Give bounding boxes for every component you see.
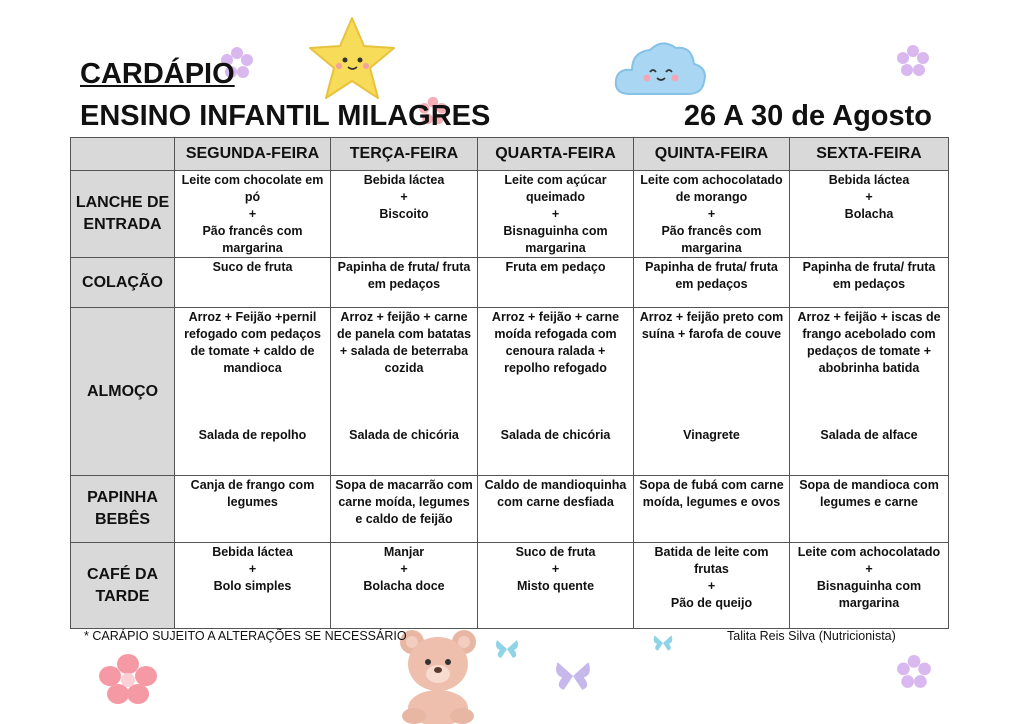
butterfly-icon — [552, 656, 594, 696]
meal-name — [71, 476, 175, 543]
menu-item-line: margarina — [838, 596, 900, 610]
day-header: SEGUNDA-FEIRA — [175, 138, 331, 171]
menu-cell — [634, 171, 790, 258]
page-title: CARDÁPIO — [80, 58, 235, 90]
menu-item-line: Manjar — [383, 545, 425, 559]
menu-item-line: de morango — [675, 190, 748, 204]
menu-item-line: repolho refogado — [504, 361, 607, 375]
corner-cell — [71, 138, 175, 171]
flower-icon — [98, 652, 158, 704]
menu-cell — [331, 476, 478, 543]
menu-item-line: Leite com açúcar — [504, 173, 607, 187]
menu-item-line: Pão francês com — [202, 224, 303, 238]
menu-cell — [634, 543, 790, 629]
meal-name-line: ENTRADA — [83, 216, 162, 233]
menu-item-line: Bisnaguinha com — [503, 224, 608, 238]
menu-item-line: refogado com pedaços — [184, 327, 321, 341]
menu-item-line: + — [865, 562, 873, 576]
menu-cell — [478, 543, 634, 629]
menu-item-line: + — [707, 579, 716, 593]
menu-item-line: Papinha de fruta/ fruta — [645, 260, 778, 274]
menu-cell — [790, 308, 949, 476]
menu-cell — [175, 171, 331, 258]
menu-item-line: Sopa de mandioca com — [799, 478, 939, 492]
menu-item-line: Bebida láctea — [363, 173, 445, 187]
menu-item-line: Bisnaguinha com — [816, 579, 922, 593]
menu-cell — [331, 171, 478, 258]
menu-item-line: de panela com batatas — [336, 327, 472, 341]
meal-name — [71, 308, 175, 476]
menu-cell — [175, 476, 331, 543]
menu-cell — [175, 258, 331, 308]
flower-icon — [896, 654, 932, 690]
menu-item-line: Canja de frango com — [190, 478, 315, 492]
menu-item-line: pedaços de tomate + — [807, 344, 931, 358]
meal-name — [71, 258, 175, 308]
menu-item-line: margarina — [525, 241, 586, 255]
menu-item-line: Arroz + feijão + carne — [340, 310, 468, 324]
menu-item-line: frutas — [694, 562, 729, 576]
flower-icon — [896, 44, 930, 78]
menu-item-line: Sopa de macarrão com — [335, 478, 473, 492]
footer-note: * CARÁPIO SUJEITO A ALTERAÇÕES SE NECESSÁRIO — [84, 629, 407, 643]
menu-item-line: + — [707, 207, 716, 221]
menu-item-line: Papinha de fruta/ fruta — [337, 260, 471, 274]
menu-cell — [634, 308, 790, 476]
menu-item-line: Arroz + feijão + carne — [491, 310, 620, 324]
meal-row — [71, 171, 949, 258]
menu-item-line: Bebida láctea — [828, 173, 910, 187]
butterfly-icon — [494, 636, 520, 662]
menu-cell — [790, 258, 949, 308]
star-icon — [306, 14, 398, 104]
meal-name-line: PAPINHA — [87, 489, 158, 506]
menu-item-line: Misto quente — [516, 579, 595, 593]
salad-item: Vinagrete — [683, 428, 740, 442]
menu-item-line: Pão de queijo — [670, 596, 753, 610]
meal-name-line: LANCHE DE — [75, 194, 170, 211]
menu-item-line: moída, legumes e ovos — [642, 495, 781, 509]
menu-item-line: + — [400, 562, 408, 576]
menu-item-line: Leite com achocolatado — [797, 545, 941, 559]
menu-cell — [478, 308, 634, 476]
menu-item-line: legumes — [227, 495, 278, 509]
menu-cell — [790, 543, 949, 629]
menu-cell — [634, 476, 790, 543]
menu-cell — [331, 308, 478, 476]
menu-cell — [478, 476, 634, 543]
menu-item-line: pó — [244, 190, 261, 204]
salad-item: Salada de chicória — [349, 428, 459, 442]
menu-item-line: Bolacha — [844, 207, 894, 221]
menu-cell — [331, 543, 478, 629]
menu-item-line: abobrinha batida — [818, 361, 920, 375]
menu-item-line: em pedaços — [832, 277, 906, 291]
meal-name-line: TARDE — [95, 587, 150, 605]
salad-item: Salada de repolho — [198, 428, 307, 442]
menu-item-line: Suco de fruta — [515, 545, 596, 559]
menu-item-line: com carne desfiada — [497, 495, 614, 509]
menu-cell — [634, 258, 790, 308]
meal-row — [71, 476, 949, 543]
menu-item-line: + salada de beterraba — [339, 344, 469, 358]
menu-item-line: + — [551, 562, 560, 576]
menu-cell — [175, 543, 331, 629]
menu-item-line: Pão francês com — [661, 224, 762, 238]
menu-item-line: e caldo de feijão — [355, 512, 453, 526]
menu-item-line: de tomate + caldo de — [190, 344, 315, 358]
day-header-row — [71, 138, 949, 171]
menu-item-line: Biscoito — [379, 207, 429, 221]
menu-item-line: Papinha de fruta/ fruta — [802, 260, 936, 274]
menu-item-line: moída refogada com — [494, 327, 617, 341]
day-header: QUINTA-FEIRA — [634, 138, 790, 171]
menu-item-line: Batida de leite com — [654, 545, 769, 559]
salad-item: Salada de chicória — [500, 428, 611, 442]
meal-name-line: CAFÉ DA — [86, 565, 159, 583]
menu-table — [70, 137, 949, 629]
menu-item-line: + — [551, 207, 560, 221]
salad-item: Salada de alface — [820, 428, 918, 442]
menu-item-line: em pedaços — [675, 277, 748, 291]
menu-item-line: Bolacha doce — [363, 579, 445, 593]
meal-name-line: BEBÊS — [94, 511, 151, 528]
menu-item-line: + — [248, 207, 257, 221]
menu-item-line: Fruta em pedaço — [505, 260, 606, 274]
menu-item-line: Arroz + feijão preto com — [639, 310, 784, 324]
menu-cell — [331, 258, 478, 308]
day-header: SEXTA-FEIRA — [790, 138, 949, 171]
menu-item-line: cozida — [384, 361, 424, 375]
menu-item-line: margarina — [222, 241, 283, 255]
menu-item-line: mandioca — [223, 361, 282, 375]
menu-item-line: Bebida láctea — [212, 545, 293, 559]
meal-row — [71, 258, 949, 308]
menu-item-line: Suco de fruta — [212, 260, 293, 274]
menu-item-line: cenoura ralada + — [505, 344, 606, 358]
menu-cell — [790, 171, 949, 258]
menu-item-line: carne moída, legumes — [338, 495, 470, 509]
menu-item-line: Bolo simples — [213, 579, 292, 593]
butterfly-icon — [652, 632, 674, 654]
date-range: 26 A 30 de Agosto — [683, 100, 932, 132]
menu-item-line: + — [248, 562, 257, 576]
menu-item-line: Arroz + Feijão +pernil — [188, 310, 317, 324]
menu-cell — [175, 308, 331, 476]
menu-item-line: margarina — [681, 241, 742, 255]
menu-item-line: + — [865, 190, 873, 204]
meal-name-line: COLAÇÃO — [82, 273, 163, 291]
menu-cell — [790, 476, 949, 543]
menu-item-line: Leite com chocolate em — [181, 173, 324, 187]
day-header: QUARTA-FEIRA — [478, 138, 634, 171]
nutritionist-signature: Talita Reis Silva (Nutricionista) — [727, 629, 896, 643]
meal-name — [71, 543, 175, 629]
menu-item-line: legumes e carne — [820, 495, 918, 509]
meal-name-line: ALMOÇO — [86, 382, 159, 400]
menu-item-line: frango acebolado com — [802, 327, 936, 341]
menu-cell — [478, 171, 634, 258]
school-name: ENSINO INFANTIL MILAGRES — [80, 100, 491, 132]
menu-item-line: Sopa de fubá com carne — [639, 478, 784, 492]
meal-row — [71, 308, 949, 476]
menu-item-line: + — [400, 190, 408, 204]
cloud-icon — [612, 34, 708, 104]
day-header: TERÇA-FEIRA — [331, 138, 478, 171]
menu-cell — [478, 258, 634, 308]
menu-item-line: Arroz + feijão + iscas de — [797, 310, 941, 324]
menu-item-line: suína + farofa de couve — [641, 327, 782, 341]
menu-item-line: em pedaços — [367, 277, 441, 291]
meal-row — [71, 543, 949, 629]
menu-item-line: Caldo de mandioquinha — [484, 478, 627, 492]
meal-name — [71, 171, 175, 258]
menu-item-line: Leite com achocolatado — [640, 173, 783, 187]
menu-item-line: queimado — [525, 190, 586, 204]
